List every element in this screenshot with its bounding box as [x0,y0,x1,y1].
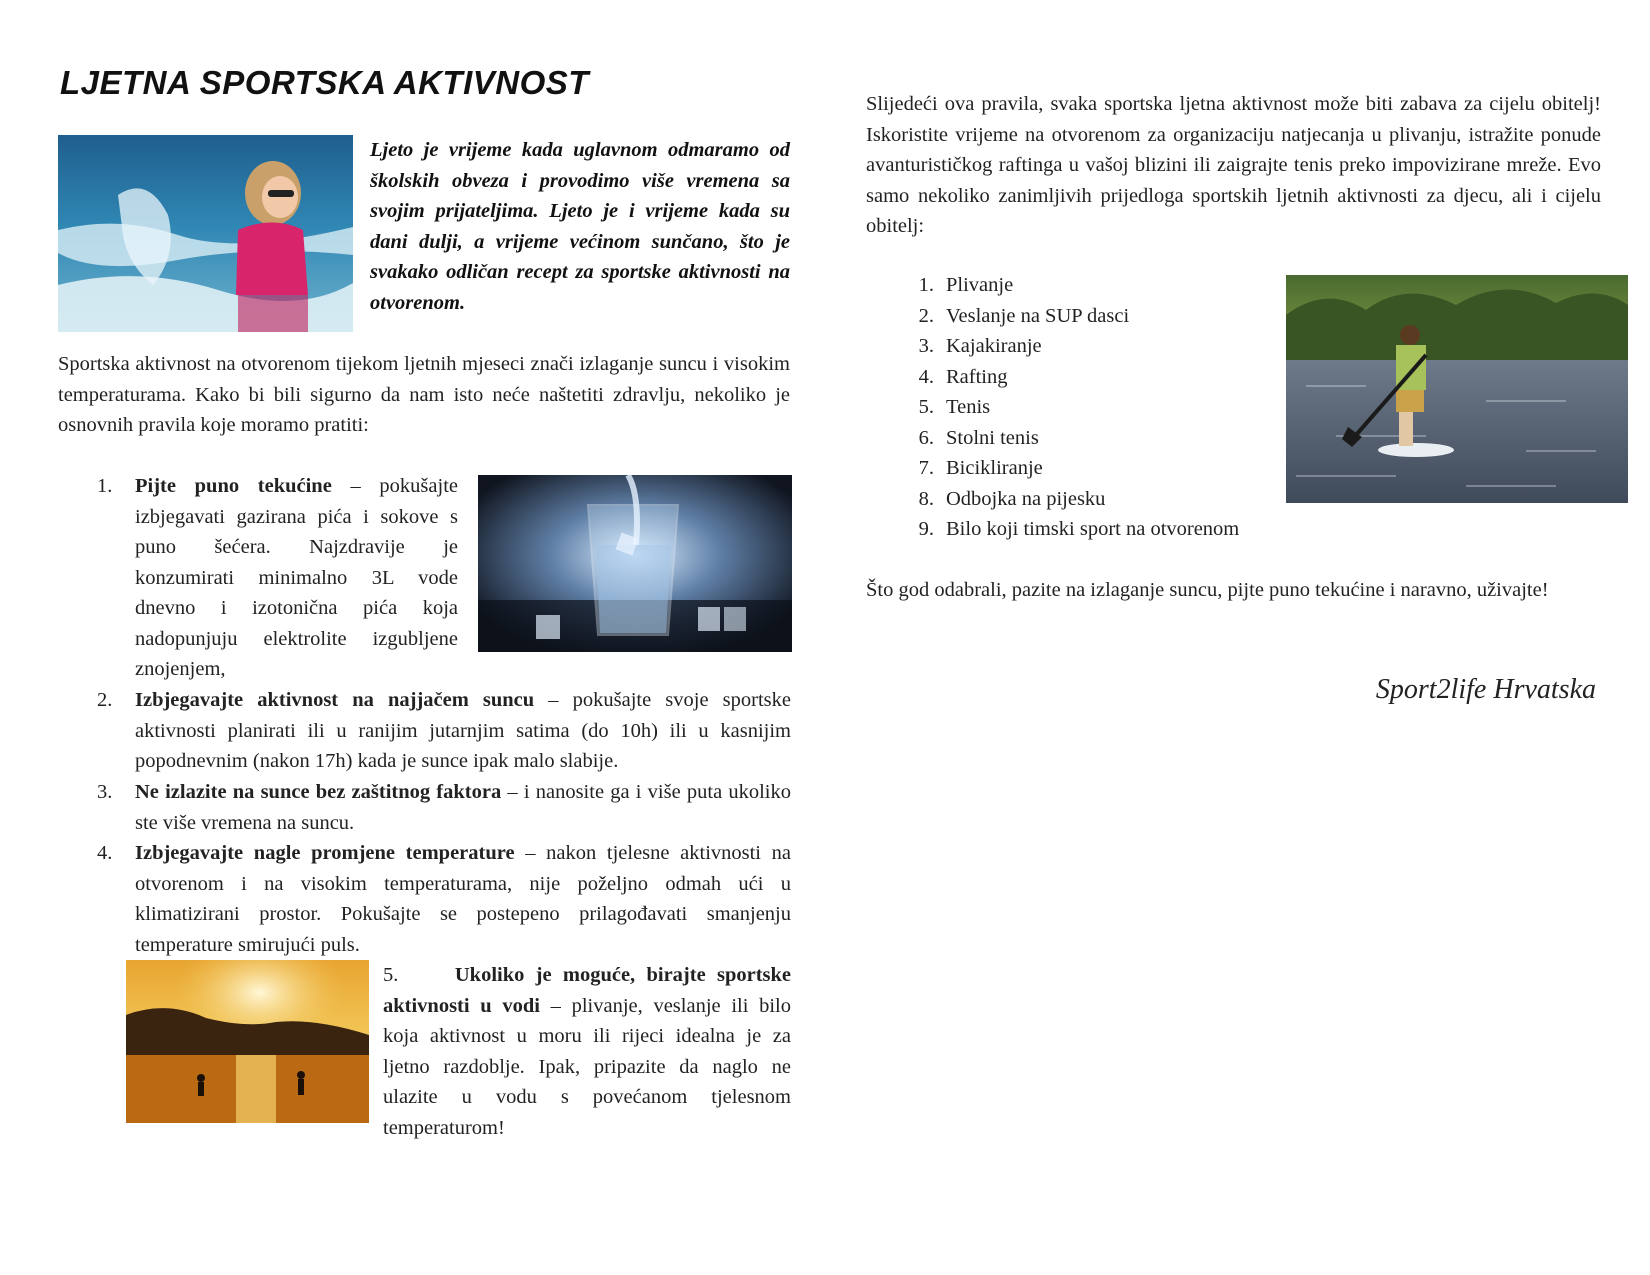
list-item: 1. Plivanje [918,274,1014,296]
sunset-swimmers-photo [126,960,369,1123]
list-item: 3. Kajakiranje [918,335,1042,357]
rule-text: – pokušajte svoje sportske aktivnosti planirati ili u ranijim jutarnjim satima (do 10h) ili u kasnijim popodnevnim (nakon 17h) kada je sunce ipak malo slabije. [135,689,791,772]
rule-item-1 [97,471,458,685]
rule-heading: Izbjegavajte nagle promjene temperature [135,842,515,864]
rule-heading: Izbjegavajte aktivnost na najjačem suncu [135,689,535,711]
list-item: 9. Bilo koji timski sport na otvorenom [918,518,1240,540]
list-item: 4. Rafting [918,365,1008,388]
signature: Sport2life Hrvatska [1375,674,1596,705]
rule-text: – i nanosite ga i više puta ukoliko ste više vremena na suncu. [135,781,792,834]
rule-item-2 [97,685,791,777]
rule-number: 2. [97,689,113,711]
girl-splash-photo [58,135,353,332]
list-item: 5. Tenis [918,396,991,418]
list-item: 6. Stolni tenis [918,426,1039,449]
page-title: LJETNA SPORTSKA AKTIVNOST [60,64,589,101]
rule-text: – nakon tjelesne aktivnosti na otvorenom i na visokim temperaturama, nije poželjno odmah ući u klimatizirani prostor. Pokušajte se postepeno prilagođavati smanjenju temperature smirujući puls. [135,842,792,956]
rule-text: – pokušajte izbjegavati gazirana pića i sokove s puno šećera. Najzdravije je konzumirati minimalno 3L vode dnevno i izotonična pića koja nadopunjuju elektrolite izgubljene znojenjem, [135,475,458,680]
intro-paragraph: Ljeto je vrijeme kada uglavnom odmaramo od školskih obveza i provodimo više vremena sa svojim prijateljima. Ljeto je i vrijeme kada su dani dulji, a vrijeme većinom sunčano, što je svakako odličan recept za sportske aktivnosti na otvorenom. [370,139,790,314]
rule-number: 1. [97,475,113,497]
body-paragraph-3: Što god odabrali, pazite na izlaganje suncu, pijte puno tekućine i naravno, uživajte! [866,579,1549,601]
rule-text: – plivanje, veslanje ili bilo koja aktivnost u moru ili rijeci idealna je za ljetno razdoblje. Ipak, pripazite da naglo ne ulazite u vodu s povećanom tjelesnom temperaturom! [383,994,791,1139]
rule-heading: Ukoliko je moguće, birajte sportske aktivnosti u vodi [383,964,791,1017]
rule-number: 5. [383,964,399,986]
list-item: 7. Bicikliranje [918,457,1043,479]
rule-number: 4. [97,842,113,864]
rule-number: 3. [97,781,113,803]
rule-item-5 [383,960,791,1143]
body-paragraph-1: Sportska aktivnost na otvorenom tijekom ljetnih mjeseci znači izlaganje suncu i visokim temperaturama. Kako bi bili sigurno da nam isto neće naštetiti zdravlju, nekoliko je osnovnih pravila koje moramo pratiti: [58,353,790,436]
list-item: 8. Odbojka na pijesku [918,487,1106,510]
activities-list [906,270,1286,545]
rule-item-3 [97,777,792,838]
rule-heading: Ne izlazite na sunce bez zaštitnog faktora [135,781,502,803]
rule-heading: Pijte puno tekućine [135,475,332,497]
rule-item-4 [97,838,792,960]
paddleboard-photo [1286,275,1628,503]
water-glass-photo [478,475,792,652]
body-paragraph-2: Slijedeći ova pravila, svaka sportska ljetna aktivnost može biti zabava za cijelu obitelj! Iskoristite vrijeme na otvorenom za organizaciju natjecanja u plivanju, istražite ponude avanturističkog raftinga u vašoj blizini ili zaigrajte tenis preko impovizirane mreže. Evo samo nekoliko zanimljivih prijedloga sportskih ljetnih aktivnosti za djecu, ali i cijelu obitelj: [866,93,1601,237]
list-item: 2. Veslanje na SUP dasci [918,304,1130,327]
